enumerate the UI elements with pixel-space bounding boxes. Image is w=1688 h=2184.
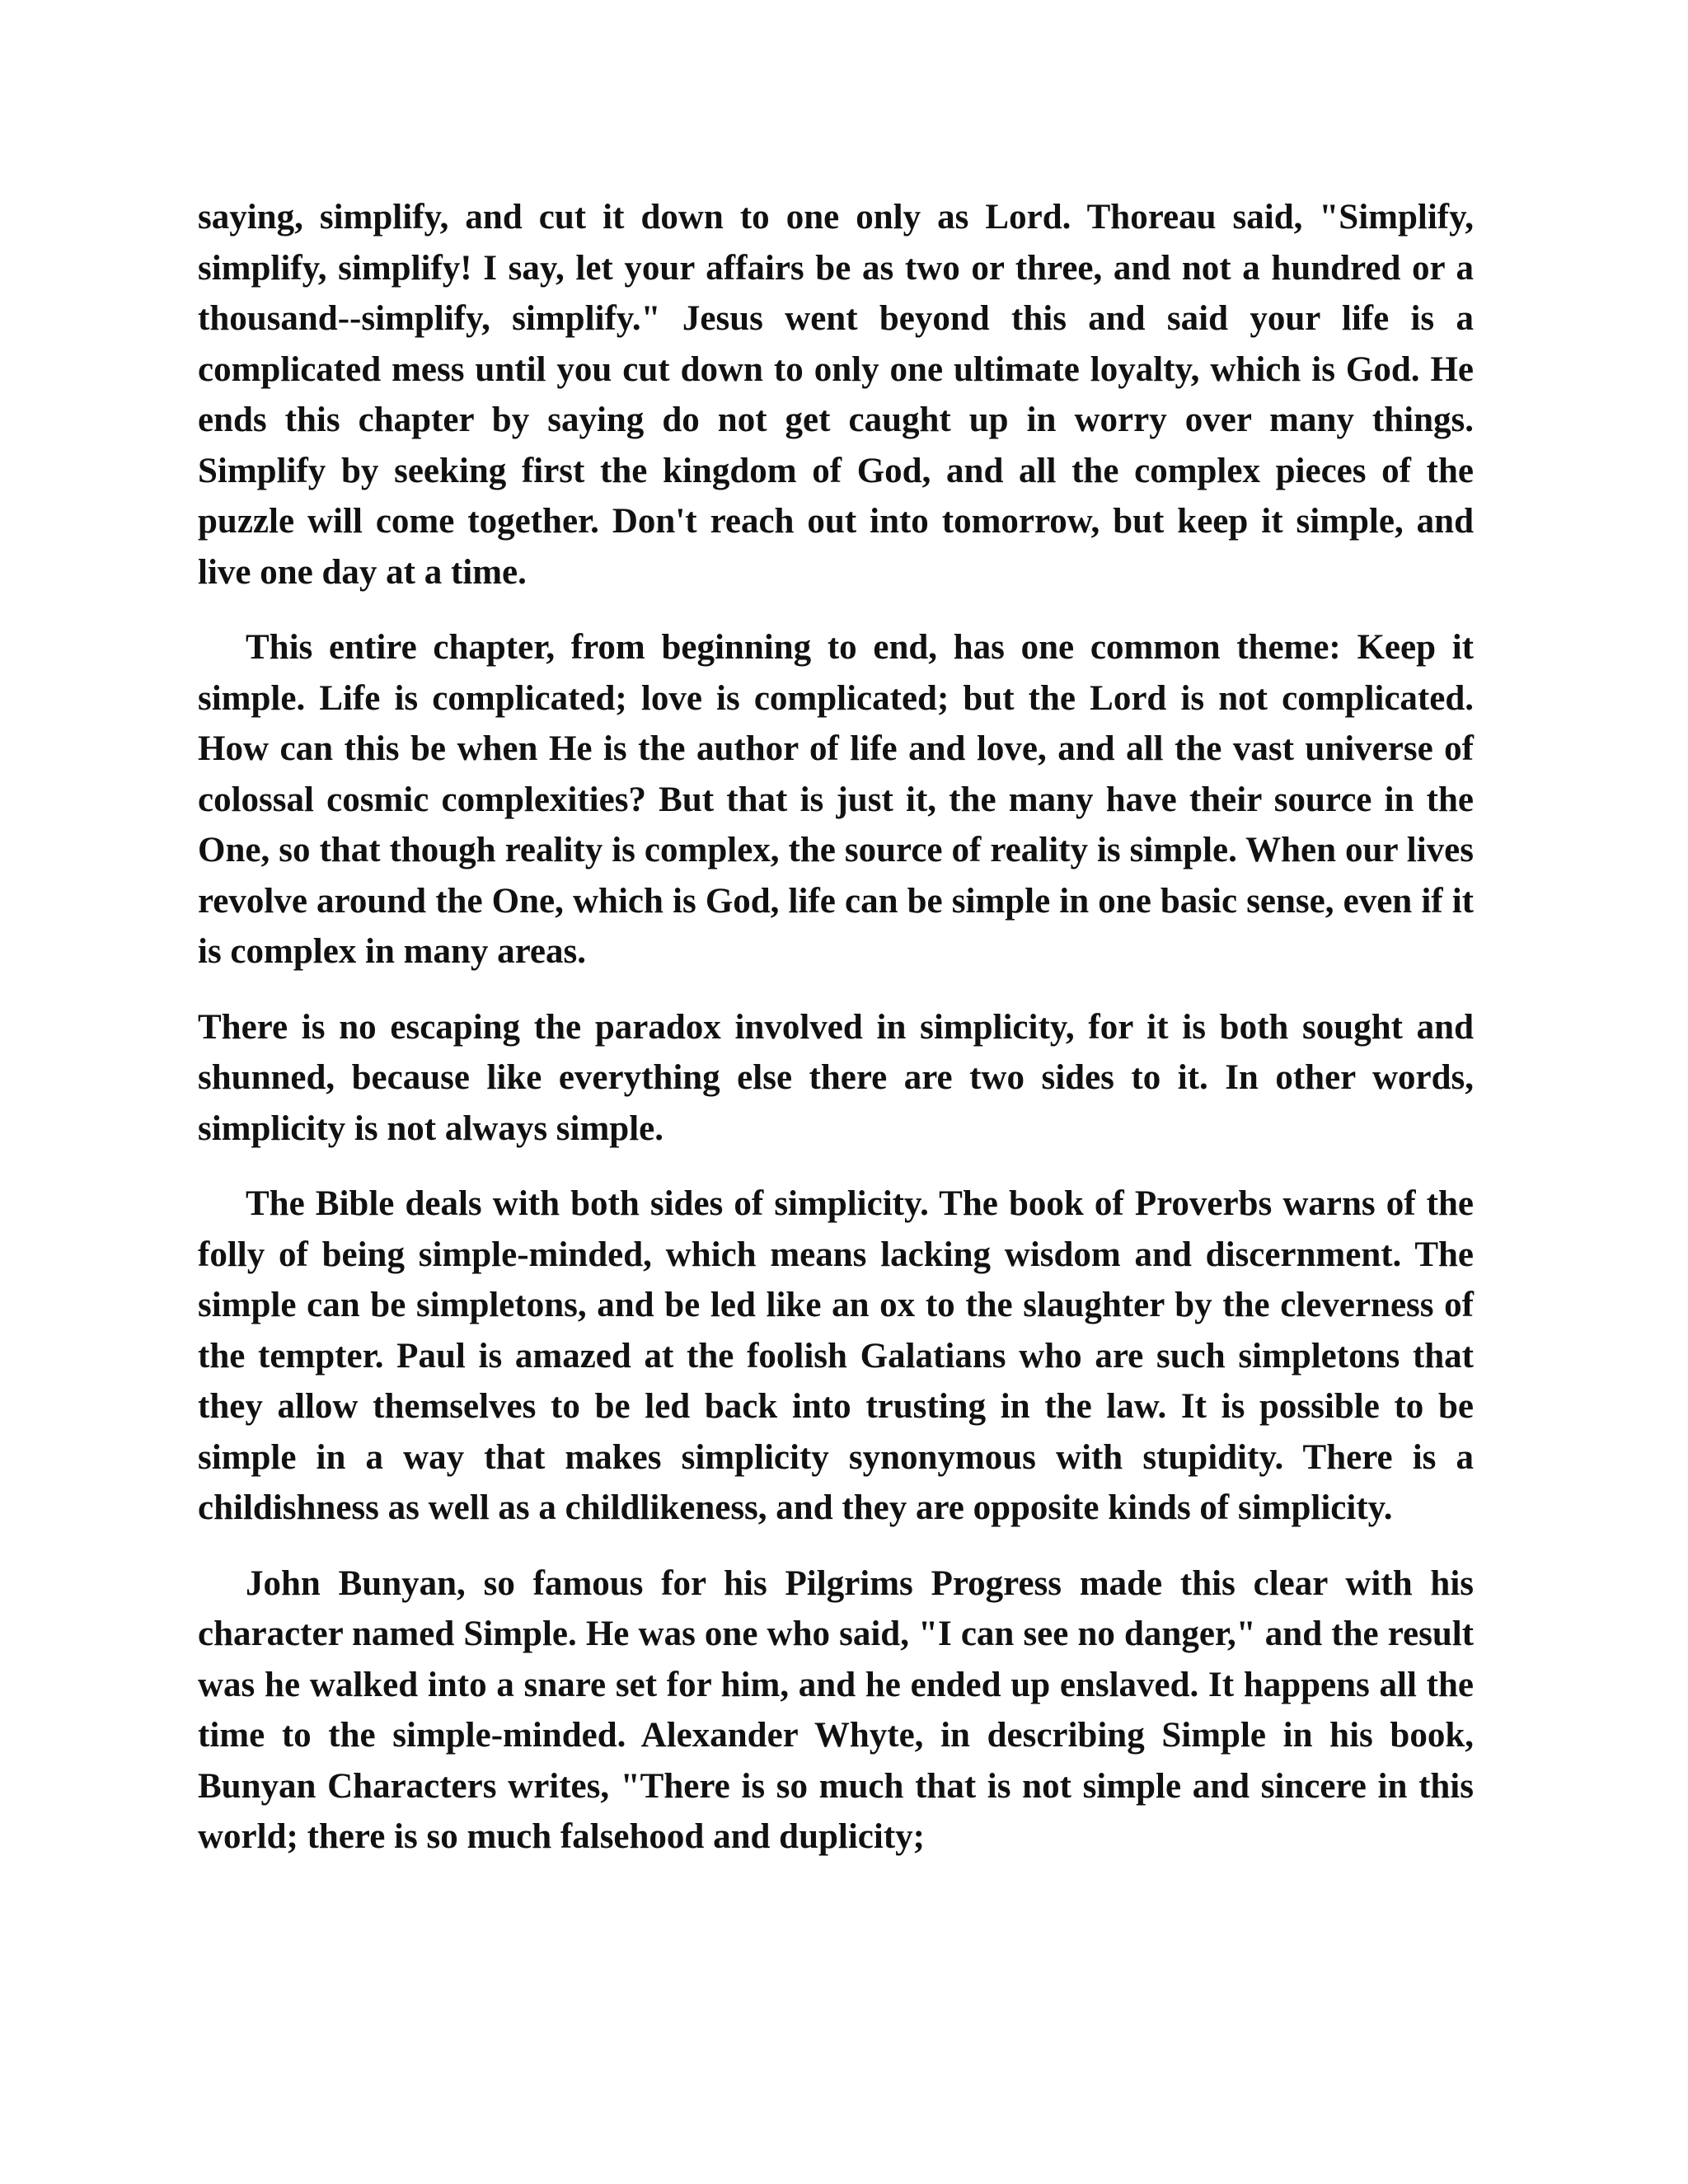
- paragraph-1: saying, simplify, and cut it down to one only as Lord. Thoreau said, "Simplify, simplify, simplify! I say, let your affairs be as two or three, and not a hundred or a thousand--simplify, simplify." Jesus went beyond this and said your life is a complicated mess until you cut down to only one ultimate loyalty, which is God. He ends this chapter by saying do not get caught up in worry over many things. Simplify by seeking first the kingdom of God, and all the complex pieces of the puzzle will come together. Don't reach out into tomorrow, but keep it simple, and live one day at a time.: [198, 198, 1474, 592]
- document-page: [198, 192, 1474, 1887]
- paragraph-4: The Bible deals with both sides of simplicity. The book of Proverbs warns of the folly of being simple-minded, which means lacking wisdom and discernment. The simple can be simpletons, and be led like an ox to the slaughter by the cleverness of the tempter. Paul is amazed at the foolish Galatians who are such simpletons that they allow themselves to be led back into trusting in the law. It is possible to be simple in a way that makes simplicity synonymous with stupidity. There is a childishness as well as a childlikeness, and they are opposite kinds of simplicity.: [198, 1184, 1474, 1527]
- paragraph-5: John Bunyan, so famous for his Pilgrims Progress made this clear with his character named Simple. He was one who said, "I can see no danger," and the result was he walked into a snare set for him, and he ended up enslaved. It happens all the time to the simple-minded. Alexander Whyte, in describing Simple in his book, Bunyan Characters writes, "There is so much that is not simple and sincere in this world; there is so much falsehood and duplicity;: [198, 1563, 1474, 1856]
- paragraph-2: This entire chapter, from beginning to end, has one common theme: Keep it simple. Life is complicated; love is complicated; but the Lord is not complicated. How can this be when He is the author of life and love, and all the vast universe of colossal cosmic complexities? But that is just it, the many have their source in the One, so that though reality is complex, the source of reality is simple. When our lives revolve around the One, which is God, life can be simple in one basic sense, even if it is complex in many areas.: [198, 628, 1474, 971]
- paragraph-3: There is no escaping the paradox involved in simplicity, for it is both sought and shunned, because like everything else there are two sides to it. In other words, simplicity is not always simple.: [198, 1007, 1474, 1148]
